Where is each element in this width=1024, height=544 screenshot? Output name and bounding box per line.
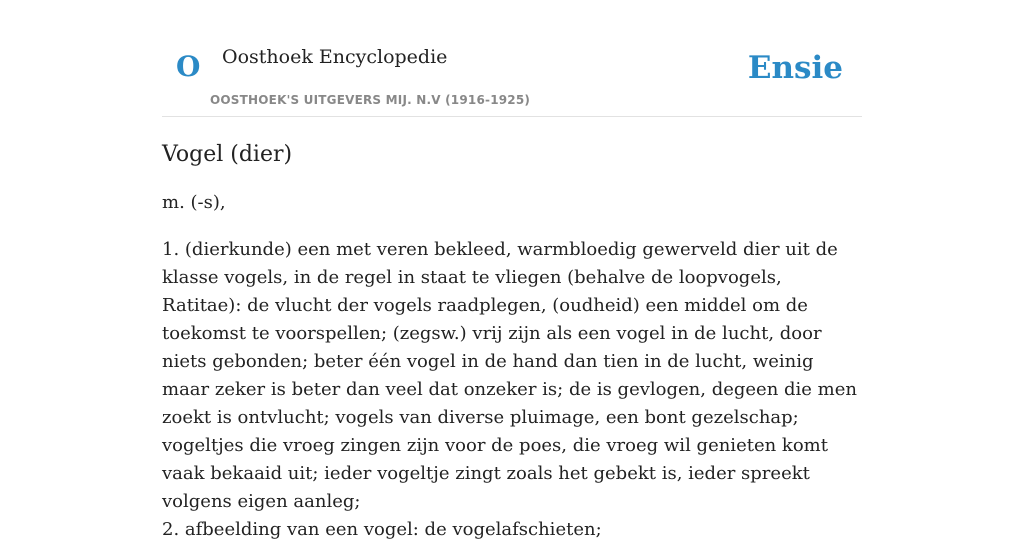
entry-title: Vogel (dier) bbox=[162, 142, 293, 167]
definition-item-2: 2. afbeelding van een vogel: de vogelafschieten; bbox=[162, 519, 602, 540]
header bbox=[162, 0, 862, 117]
ensie-brand-link[interactable]: Ensie bbox=[747, 50, 843, 86]
definition-text bbox=[162, 236, 862, 544]
encyclopedia-logo-link[interactable]: O bbox=[176, 50, 201, 83]
definition-item-1: 1. (dierkunde) een met veren bekleed, warmbloedig gewerveld dier uit de klasse vogels, in de regel in staat te vliegen (behalve de loopvogels, Ratitae): de vlucht der vogels raadplegen, (oudheid) een middel om de toekomst te voorspellen; (zegsw.) vrij zijn als een vogel in de lucht, door niets gebonden; beter één vogel in de hand dan tien in de lucht, weinig maar zeker is beter dan veel dat onzeker is; de is gevlogen, degeen die men zoekt is ontvlucht; vogels van diverse pluimage, een bont gezelschap; vogeltjes die vroeg zingen zijn voor de poes, die vroeg wil genieten komt vaak bekaaid uit; ieder vogeltje zingt zoals het gebekt is, ieder spreekt volgens eigen aanleg; bbox=[162, 239, 857, 512]
entry-content bbox=[162, 138, 862, 544]
encyclopedia-title: Oosthoek Encyclopedie bbox=[222, 46, 448, 68]
grammar-note: m. (-s), bbox=[162, 192, 226, 213]
publisher-label: OOSTHOEK'S UITGEVERS MIJ. N.V (1916-1925) bbox=[210, 93, 531, 107]
